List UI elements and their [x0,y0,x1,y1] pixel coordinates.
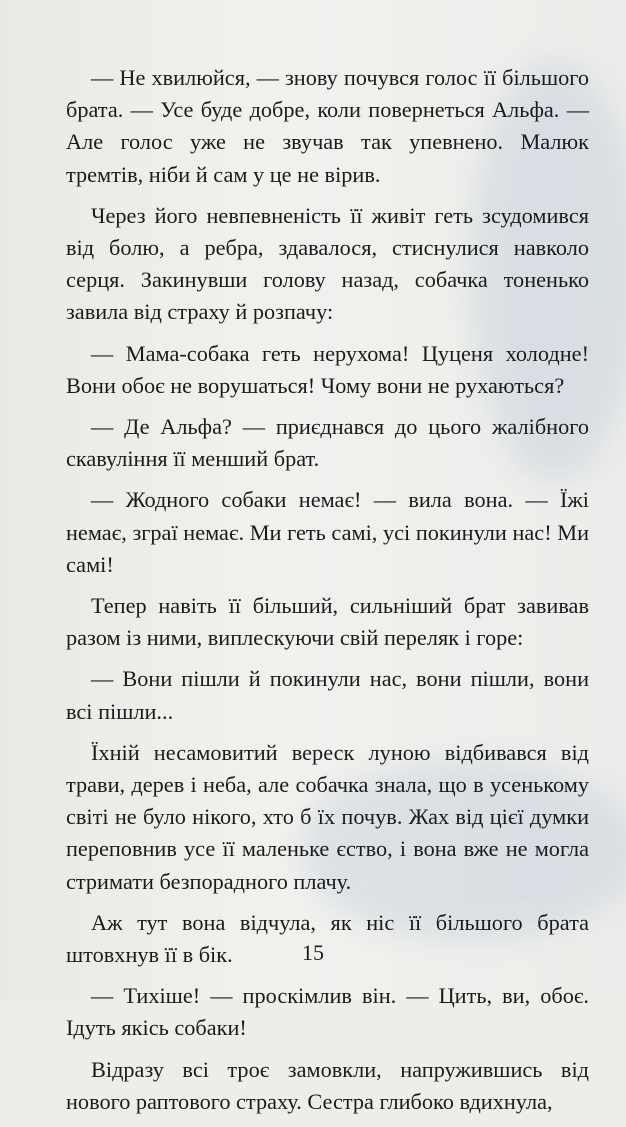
paragraph: Через його невпевненість її живіт геть зсудомився від болю, а ребра, здавалося, стиснулися навколо серця. Закинувши голову назад, собачка тоненько завила від страху й розпачу: [66,202,589,325]
paragraph: — Мама-собака геть нерухома! Цуценя холодне! Вони обоє не ворушаться! Чому вони не рухаються? [66,340,589,398]
paragraph: — Жодного собаки немає! — вила вона. — Їжі немає, зграї немає. Ми геть самі, усі покинули нас! Ми самі! [66,487,589,577]
paragraph: — Де Альфа? — приєднався до цього жалібного скавуління її менший брат. [66,414,589,472]
paragraph: Тепер навіть її більший, сильніший брат завивав разом із ними, виплескуючи свій переляк і горе: [66,593,589,651]
paragraph: — Не хвилюйся, — знову почувся голос її більшого брата. — Усе буде добре, коли повернеться Альфа. — Але голос уже не звучав так упевнено. Малюк тремтів, ніби й сам у це не вірив. [66,65,589,187]
paragraph: — Тихіше! — проскімлив він. — Цить, ви, обоє. Ідуть якісь собаки! [66,983,589,1041]
body-text [66,62,589,1127]
page-number: 15 [302,940,324,965]
paragraph: Відразу всі троє замовкли, напружившись від нового раптового страху. Сестра глибоко вдихнула, [66,1056,589,1114]
paragraph: — Вони пішли й покинули нас, вони пішли, вони всі пішли... [66,666,589,724]
paragraph: Аж тут вона відчула, як ніс її більшого брата штовхнув її в бік. [66,909,589,968]
paragraph: Їхній несамовитий вереск луною відбивався від трави, дерев і неба, але собачка знала, що в усенькому світі не було нікого, хто б їх почув. Жах від цієї думки переповнив усе її маленьке єство, і вона вже не могла стримати безпорадного плачу. [66,739,589,894]
